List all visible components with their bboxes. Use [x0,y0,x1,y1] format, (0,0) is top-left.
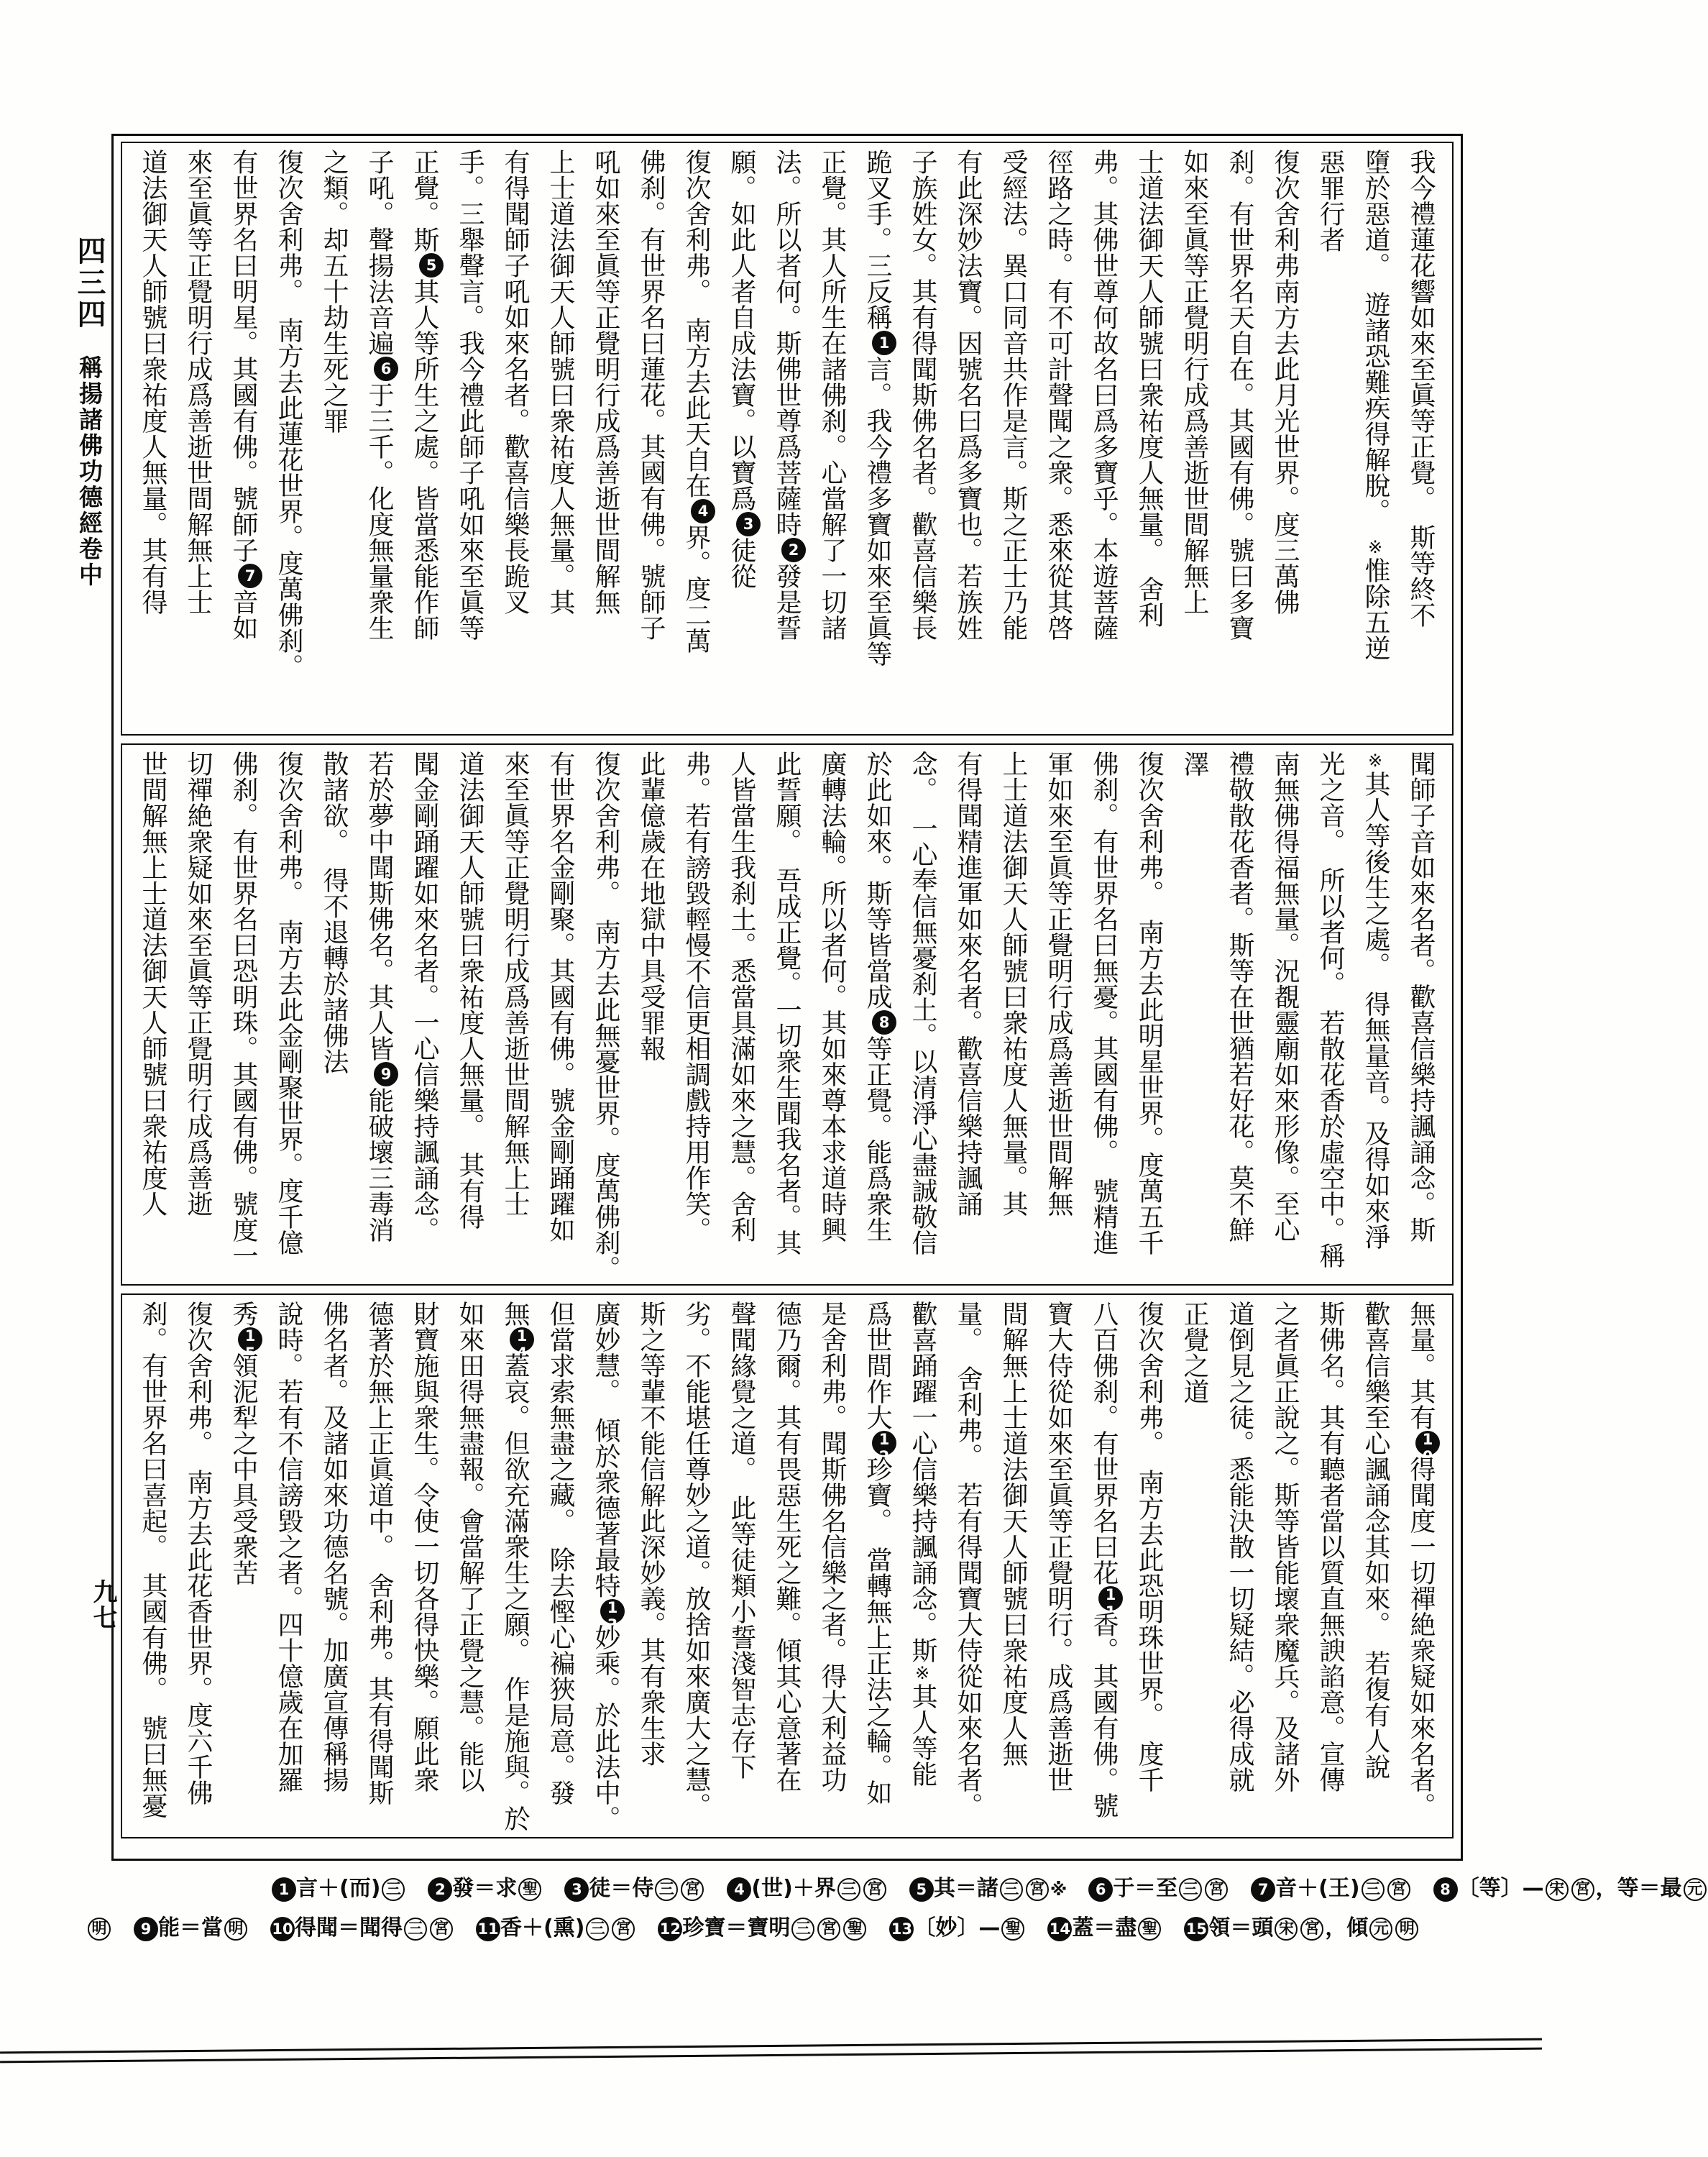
text-column: 斯之等輩不能信解此深妙義。其有衆生求 [636,1301,666,1767]
register-bottom [121,1293,1454,1838]
text-column: 願。如此人者自成法寶。以寶爲3徒從 [720,149,766,728]
text-column: 來至眞等正覺明行成爲善逝世間解無上士 [500,751,530,1217]
footnote-apparatus [86,1869,1703,1948]
footnote-marker: 11 [476,1917,500,1941]
footnote-marker: 10 [1415,1431,1440,1455]
text-column: 我今禮蓮花響如來至眞等正覺。 斯等終不 [1406,149,1436,628]
edition-siglum: 元 [1684,1878,1707,1901]
text-column: 爲世間作大12珍寶。 當轉無上正法之輪。如 [856,1301,901,1831]
footnote-marker: 8 [872,1010,896,1035]
text-column: 刹。有世界名曰喜起。 其國有佛。 號曰無憂 [138,1301,167,1818]
page-number: 四三四 [73,236,106,331]
edition-siglum: 聖 [1001,1918,1024,1941]
edition-siglum: 宋 [1546,1878,1569,1901]
text-column: 有得聞精進軍如來名者。歡喜信樂持諷誦 [953,751,983,1217]
text-column: 劣。不能堪任尊妙之道。放捨如來廣大之慧。 [681,1301,711,1818]
text-column: 之者眞正說之。斯等皆能壞衆魔兵。及諸外 [1270,1301,1300,1792]
text-column: 復次舍利弗。 南方去此花香世界。度六千佛 [183,1301,213,1805]
text-column: 刹。有世界名天自在。其國有佛。號曰多寶 [1225,149,1254,641]
footnote-marker: 14 [510,1327,534,1352]
edition-siglum: 三 [1179,1878,1202,1901]
edition-siglum: 明 [88,1918,111,1941]
text-column: 惡罪行者 [1316,149,1345,252]
edition-siglum: 宮 [612,1918,635,1941]
text-column: 道法御天人師號曰衆祐度人無量。其有得 [138,149,167,615]
text-column: 南無佛得福無量。況覩靈廟如來形像。至心 [1270,751,1300,1242]
footnote-marker: 3 [736,512,761,536]
edition-siglum: 宮 [1026,1878,1049,1901]
edition-siglum: 宮 [1300,1918,1323,1941]
footnote-marker: 5 [419,253,444,278]
sutra-title: 稱揚諸佛功德經卷中 [75,355,104,588]
register-middle [121,743,1454,1286]
text-column: 聞師子音如來名者。歡喜信樂持諷誦念。斯 [1406,751,1436,1242]
edition-siglum: 宮 [863,1878,886,1901]
text-column: 念。 一心奉信無憂刹土。以清淨心盡誠敬信 [908,751,937,1255]
edition-siglum: 三 [655,1878,678,1901]
footnote-marker: 2 [781,538,806,562]
text-column: 歡喜踊躍一心信樂持諷誦念。斯※其人等能 [908,1301,937,1787]
footnote-marker: 12 [658,1917,682,1941]
text-column: 德乃爾。其有畏惡生死之難。傾其心意著在 [772,1301,802,1792]
text-column: 道法御天人師號曰衆祐度人無量。 其有得 [455,751,485,1229]
edition-siglum: 宮 [1571,1878,1594,1901]
footnote-marker: 12 [872,1431,896,1455]
text-column: 復次舍利弗。 南方去此恐明珠世界。 度千 [1134,1301,1164,1792]
text-column: 是舍利弗。聞斯佛名信樂之者。得大利益功 [817,1301,847,1792]
page-frame [111,134,1463,1861]
text-column: 復次舍利弗。 南方去此無憂世界。度萬佛刹。 [591,751,620,1281]
text-column: 此輩億歲在地獄中具受罪報 [636,751,666,1061]
text-column: 但當求索無盡之藏。 除去慳心褊狹局意。發 [546,1301,575,1805]
text-column: 墮於惡道。 遊諸恐難疾得解脫。 ※惟除五逆 [1361,149,1390,661]
edition-siglum: 三 [837,1878,860,1901]
footnote-marker: 1 [272,1877,296,1902]
text-column: 復次舍利弗。 南方去此蓮花世界。度萬佛刹。 [274,149,303,679]
text-column: 此誓願。 吾成正覺。一切衆生聞我名者。其 [772,751,802,1255]
register-top [121,142,1454,736]
text-column: 受經法。異口同音共作是言。斯之正士乃能 [998,149,1028,641]
text-column: 弗。若有謗毀輕慢不信更相調戲持用作笑。 [681,751,711,1242]
footnote-marker: 15 [238,1327,262,1352]
edition-siglum: 宮 [430,1918,453,1941]
edition-siglum: 聖 [843,1918,866,1941]
reference-mark: ※ [1365,537,1385,557]
text-column: 歡喜信樂至心諷誦念其如來。 若復有人說 [1361,1301,1390,1780]
text-column: 寶大侍從如來至眞等正覺明行。成爲善逝世 [1044,1301,1073,1792]
text-column: 間解無上士道法御天人師號曰衆祐度人無 [998,1301,1028,1767]
edition-siglum: 宮 [1205,1878,1228,1901]
edition-siglum: 明 [1395,1918,1418,1941]
text-column: 秀15領泥犁之中具受衆苦 [222,1301,267,1831]
edition-siglum: 宮 [817,1918,840,1941]
footnote-marker: 15 [1184,1917,1208,1941]
text-column: 佛刹。有世界名曰恐明珠。其國有佛。號度一 [229,751,258,1268]
text-column: 復次舍利弗南方去此月光世界。度三萬佛 [1270,149,1300,615]
footnote-marker: 4 [691,499,715,523]
footnote-marker: 13 [889,1917,914,1941]
footnote-marker: 10 [270,1917,295,1941]
text-column: 佛名者。及諸如來功德名號。加廣宣傳稱揚 [319,1301,349,1792]
edition-siglum: 宋 [1275,1918,1298,1941]
text-column: 子族姓女。其有得聞斯佛名者。歡喜信樂長 [908,149,937,641]
footnote-row: 1 言＋(而) 三 2 發＝求 聖 3 徒＝侍 三 宮 4 (世)＋界 三 宮 5 其＝諸 三 宮 ※ 6 于＝至 三 宮 7 音＋(王) 三 宮 8 〔等〕— 宋 宮 ，等＝最 元 [86,1869,1463,1909]
edition-siglum: 三 [382,1878,405,1901]
text-column: 如來至眞等正覺明行成爲善逝世間解無上 [1180,149,1209,615]
text-column: 斯佛名。其有聽者當以質直無諛諂意。宣傳 [1316,1301,1345,1792]
text-column: 復次舍利弗。 南方去此金剛聚世界。度千億 [274,751,303,1255]
text-column: 來至眞等正覺明行成爲善逝世間解無上士 [183,149,213,615]
footnote-marker: 4 [727,1877,751,1902]
edition-siglum: 聖 [518,1878,541,1901]
edition-siglum: 聖 [1138,1918,1161,1941]
edition-siglum: 宮 [681,1878,704,1901]
text-column: 量。 舍利弗。 若有得聞寶大侍從如來名者。 [953,1301,983,1818]
text-column: 有此深妙法寶。因號名曰爲多寶也。若族姓 [953,149,983,641]
text-column: 有得聞師子吼如來名者。歡喜信樂長跪叉 [500,149,530,615]
text-column: 子吼。聲揚法音遍6于三千。化度無量衆生 [358,149,403,728]
footnote-marker: 9 [374,1062,398,1086]
text-column: 手。三舉聲言。我今禮此師子吼如來至眞等 [455,149,485,641]
margin-label-column [70,236,108,588]
text-column: 聲聞緣覺之道。 此等徒類小誓淺智志存下 [727,1301,756,1780]
text-column: 徑路之時。有不可計聲聞之衆。悉來從其啓 [1044,149,1073,641]
edition-siglum: 元 [1369,1918,1392,1941]
text-column: 人皆當生我刹土。悉當具滿如來之慧。舍利 [727,751,756,1242]
text-column: 無14蓋哀。但欲充滿衆生之願。 作是施與。於 [494,1301,539,1831]
text-column: 復次舍利弗。 南方去此明星世界。度萬五千 [1134,751,1164,1255]
footnote-row: 明 9 能＝當 明 10得聞＝聞得 三 宮 11香＋(熏) 三 宮 12珍寶＝寶明 三 宮 聖 13〔妙〕— 聖 14蓋＝盡 聖 15領＝頭 宋 宮 ，傾 元 明 [86,1909,1463,1948]
text-column: 道倒見之徒。悉能決散一切疑結。必得成就 [1225,1301,1254,1792]
edition-siglum: 三 [1000,1878,1023,1901]
edition-siglum: 三 [404,1918,427,1941]
reference-mark: ※ [912,1663,932,1683]
text-column: 光之音。 所以者何。 若散花香於虛空中。稱 [1316,751,1345,1268]
text-column: 士道法御天人師號曰衆祐度人無量。 舍利 [1134,149,1164,628]
text-column: 上士道法御天人師號曰衆祐度人無量。其 [546,149,575,615]
text-column: 有世界名金剛聚。其國有佛。號金剛踊躍如 [546,751,575,1242]
reference-mark: ※ [1050,1879,1068,1900]
footnote-marker: 9 [134,1917,158,1941]
text-column: 復次舍利弗。 南方去此天自在4界。度二萬 [675,149,720,728]
text-column: 八百佛刹。有世界名曰花11香。其國有佛。號 [1083,1301,1128,1831]
footnote-marker: 3 [564,1877,589,1902]
edition-siglum: 明 [224,1918,247,1941]
text-column: 德著於無上正眞道中。 舍利弗。其有得聞斯 [364,1301,394,1805]
text-column: 之類。却五十劫生死之罪 [319,149,349,434]
text-column: 世間解無上士道法御天人師號曰衆祐度人 [138,751,167,1217]
edition-siglum: 三 [791,1918,814,1941]
text-column: 弗。其佛世尊何故名曰爲多寶乎。本遊菩薩 [1089,149,1119,641]
footnote-marker: 5 [909,1877,934,1902]
text-column: 法。所以者何。斯佛世尊爲菩薩時2發是誓 [766,149,811,728]
text-column: 無量。其有10得聞度一切禪絶衆疑如來名者。 [1400,1301,1445,1831]
text-column: 財寶施與衆生。令使一切各得快樂。願此衆 [410,1301,439,1792]
text-column: 上士道法御天人師號曰衆祐度人無量。其 [998,751,1028,1217]
text-column: 佛刹。有世界名曰無憂。其國有佛。 號精進 [1089,751,1119,1255]
footnote-marker: 6 [374,357,398,381]
edition-siglum: 三 [1362,1878,1385,1901]
footnote-marker: 8 [1433,1877,1458,1902]
text-column: 禮敬散花香者。斯等在世猶若好花。莫不鮮 [1225,751,1254,1242]
footnote-marker: 7 [238,564,262,588]
text-column: 軍如來至眞等正覺明行成爲善逝世間解無 [1044,751,1073,1217]
footnote-marker: 14 [1047,1917,1072,1941]
text-column: ※其人等後生之處。 得無量音。及得如來淨 [1361,751,1390,1250]
text-column: 正覺。斯5其人等所生之處。皆當悉能作師 [403,149,449,728]
text-column: 正覺。其人所生在諸佛刹。心當解了一切諸 [817,149,847,641]
text-column: 如來田得無盡報。會當解了正覺之慧。能以 [455,1301,485,1792]
text-column: 澤 [1180,751,1209,777]
text-column: 佛刹。有世界名曰蓮花。其國有佛。號師子 [636,149,666,641]
edition-siglum: 三 [586,1918,609,1941]
text-column: 於此如來。斯等皆當成8等正覺。能爲衆生 [856,751,901,1278]
reference-mark: ※ [1365,751,1385,771]
text-column: 說時。若有不信謗毀之者。四十億歲在加羅 [274,1301,303,1792]
footnote-marker: 11 [1098,1586,1123,1611]
footnote-marker: 13 [600,1599,625,1624]
text-column: 廣妙慧。 傾於衆德著最特13妙乘。於此法中。 [584,1301,630,1831]
text-column: 切禪絶衆疑如來至眞等正覺明行成爲善逝 [183,751,213,1217]
folio-number: 九七 [88,1579,117,1631]
footnote-marker: 7 [1251,1877,1275,1902]
text-column: 正覺之道 [1180,1301,1209,1404]
edition-siglum: 宮 [1387,1878,1410,1901]
footnote-marker: 6 [1088,1877,1113,1902]
text-column: 散諸欲。 得不退轉於諸佛法 [319,751,349,1074]
footnote-marker: 1 [872,331,896,355]
text-column: 有世界名曰明星。其國有佛。號師子7音如 [222,149,267,728]
text-column: 若於夢中聞斯佛名。其人皆9能破壞三毒消 [358,751,403,1278]
footnote-marker: 2 [428,1877,452,1902]
text-column: 吼如來至眞等正覺明行成爲善逝世間解無 [591,149,620,615]
text-column: 聞金剛踊躍如來名者。一心信樂持諷誦念。 [410,751,439,1242]
text-column: 跪叉手。三反稱1言。我今禮多寶如來至眞等 [856,149,901,728]
text-column: 廣轉法輪。所以者何。其如來尊本求道時興 [817,751,847,1242]
